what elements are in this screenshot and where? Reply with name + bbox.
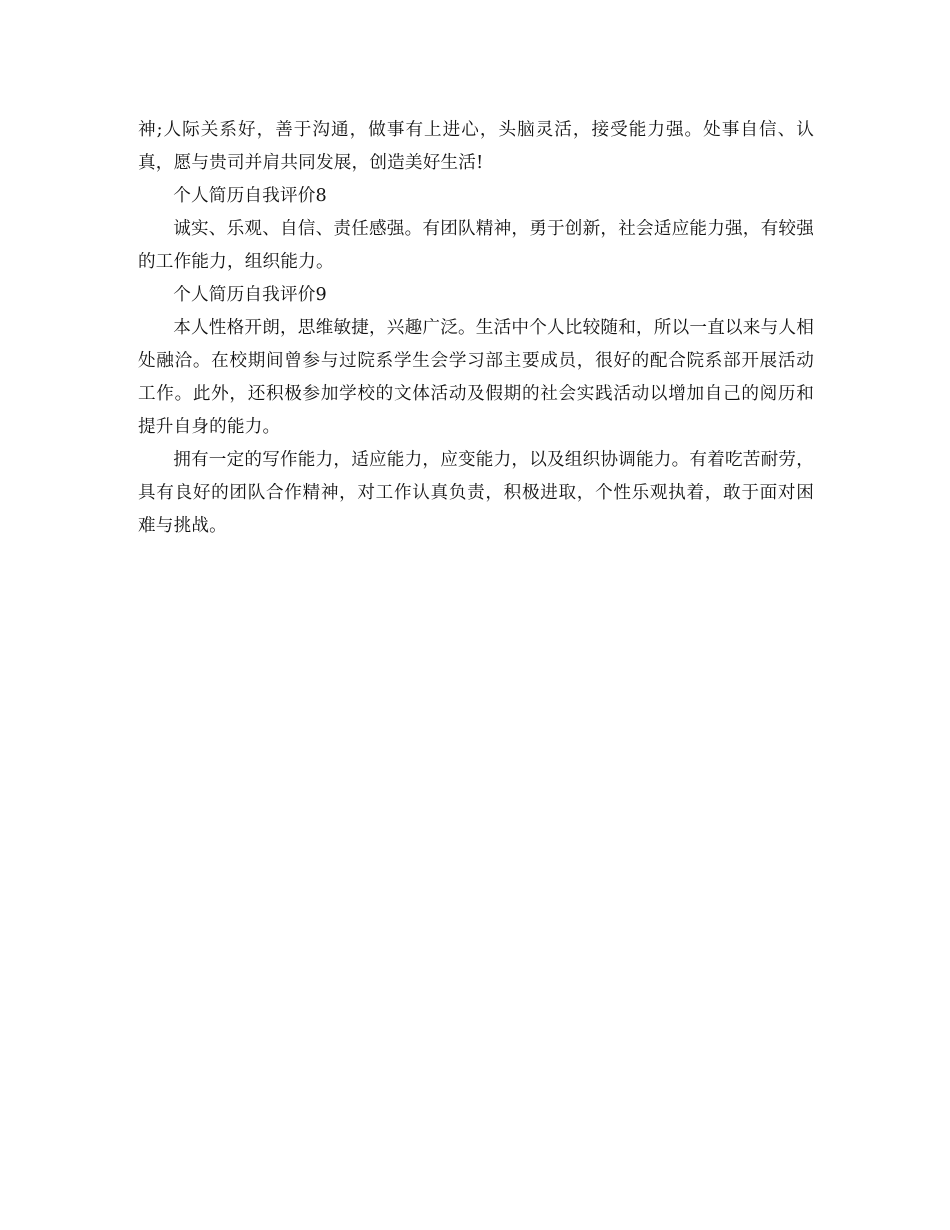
paragraph-abilities: 拥有一定的写作能力，适应能力，应变能力，以及组织协调能力。有着吃苦耐劳，具有良好的团队合作精神，对工作认真负责，积极进取，个性乐观执着，敢于面对困难与挑战。 xyxy=(138,450,814,536)
section-heading-9: 个人简历自我评价9 xyxy=(173,285,327,305)
paragraph-evaluation-9: 本人性格开朗，思维敏捷，兴趣广泛。生活中个人比较随和，所以一直以来与人相处融洽。在校期间曾参与过院系学生会学习部主要成员，很好的配合院系部开展活动工作。此外，还积极参加学校的文体活动及假期的社会实践活动以增加自己的阅历和提升自身的能力。 xyxy=(138,318,814,437)
paragraph-evaluation-8: 诚实、乐观、自信、责任感强。有团队精神，勇于创新，社会适应能力强，有较强的工作能力，组织能力。 xyxy=(138,219,814,272)
section-heading-8: 个人简历自我评价8 xyxy=(173,186,327,206)
paragraph-continuation: 神;人际关系好，善于沟通，做事有上进心，头脑灵活，接受能力强。处事自信、认真，愿与贵司并肩共同发展，创造美好生活! xyxy=(138,120,814,173)
document-body xyxy=(138,114,814,543)
